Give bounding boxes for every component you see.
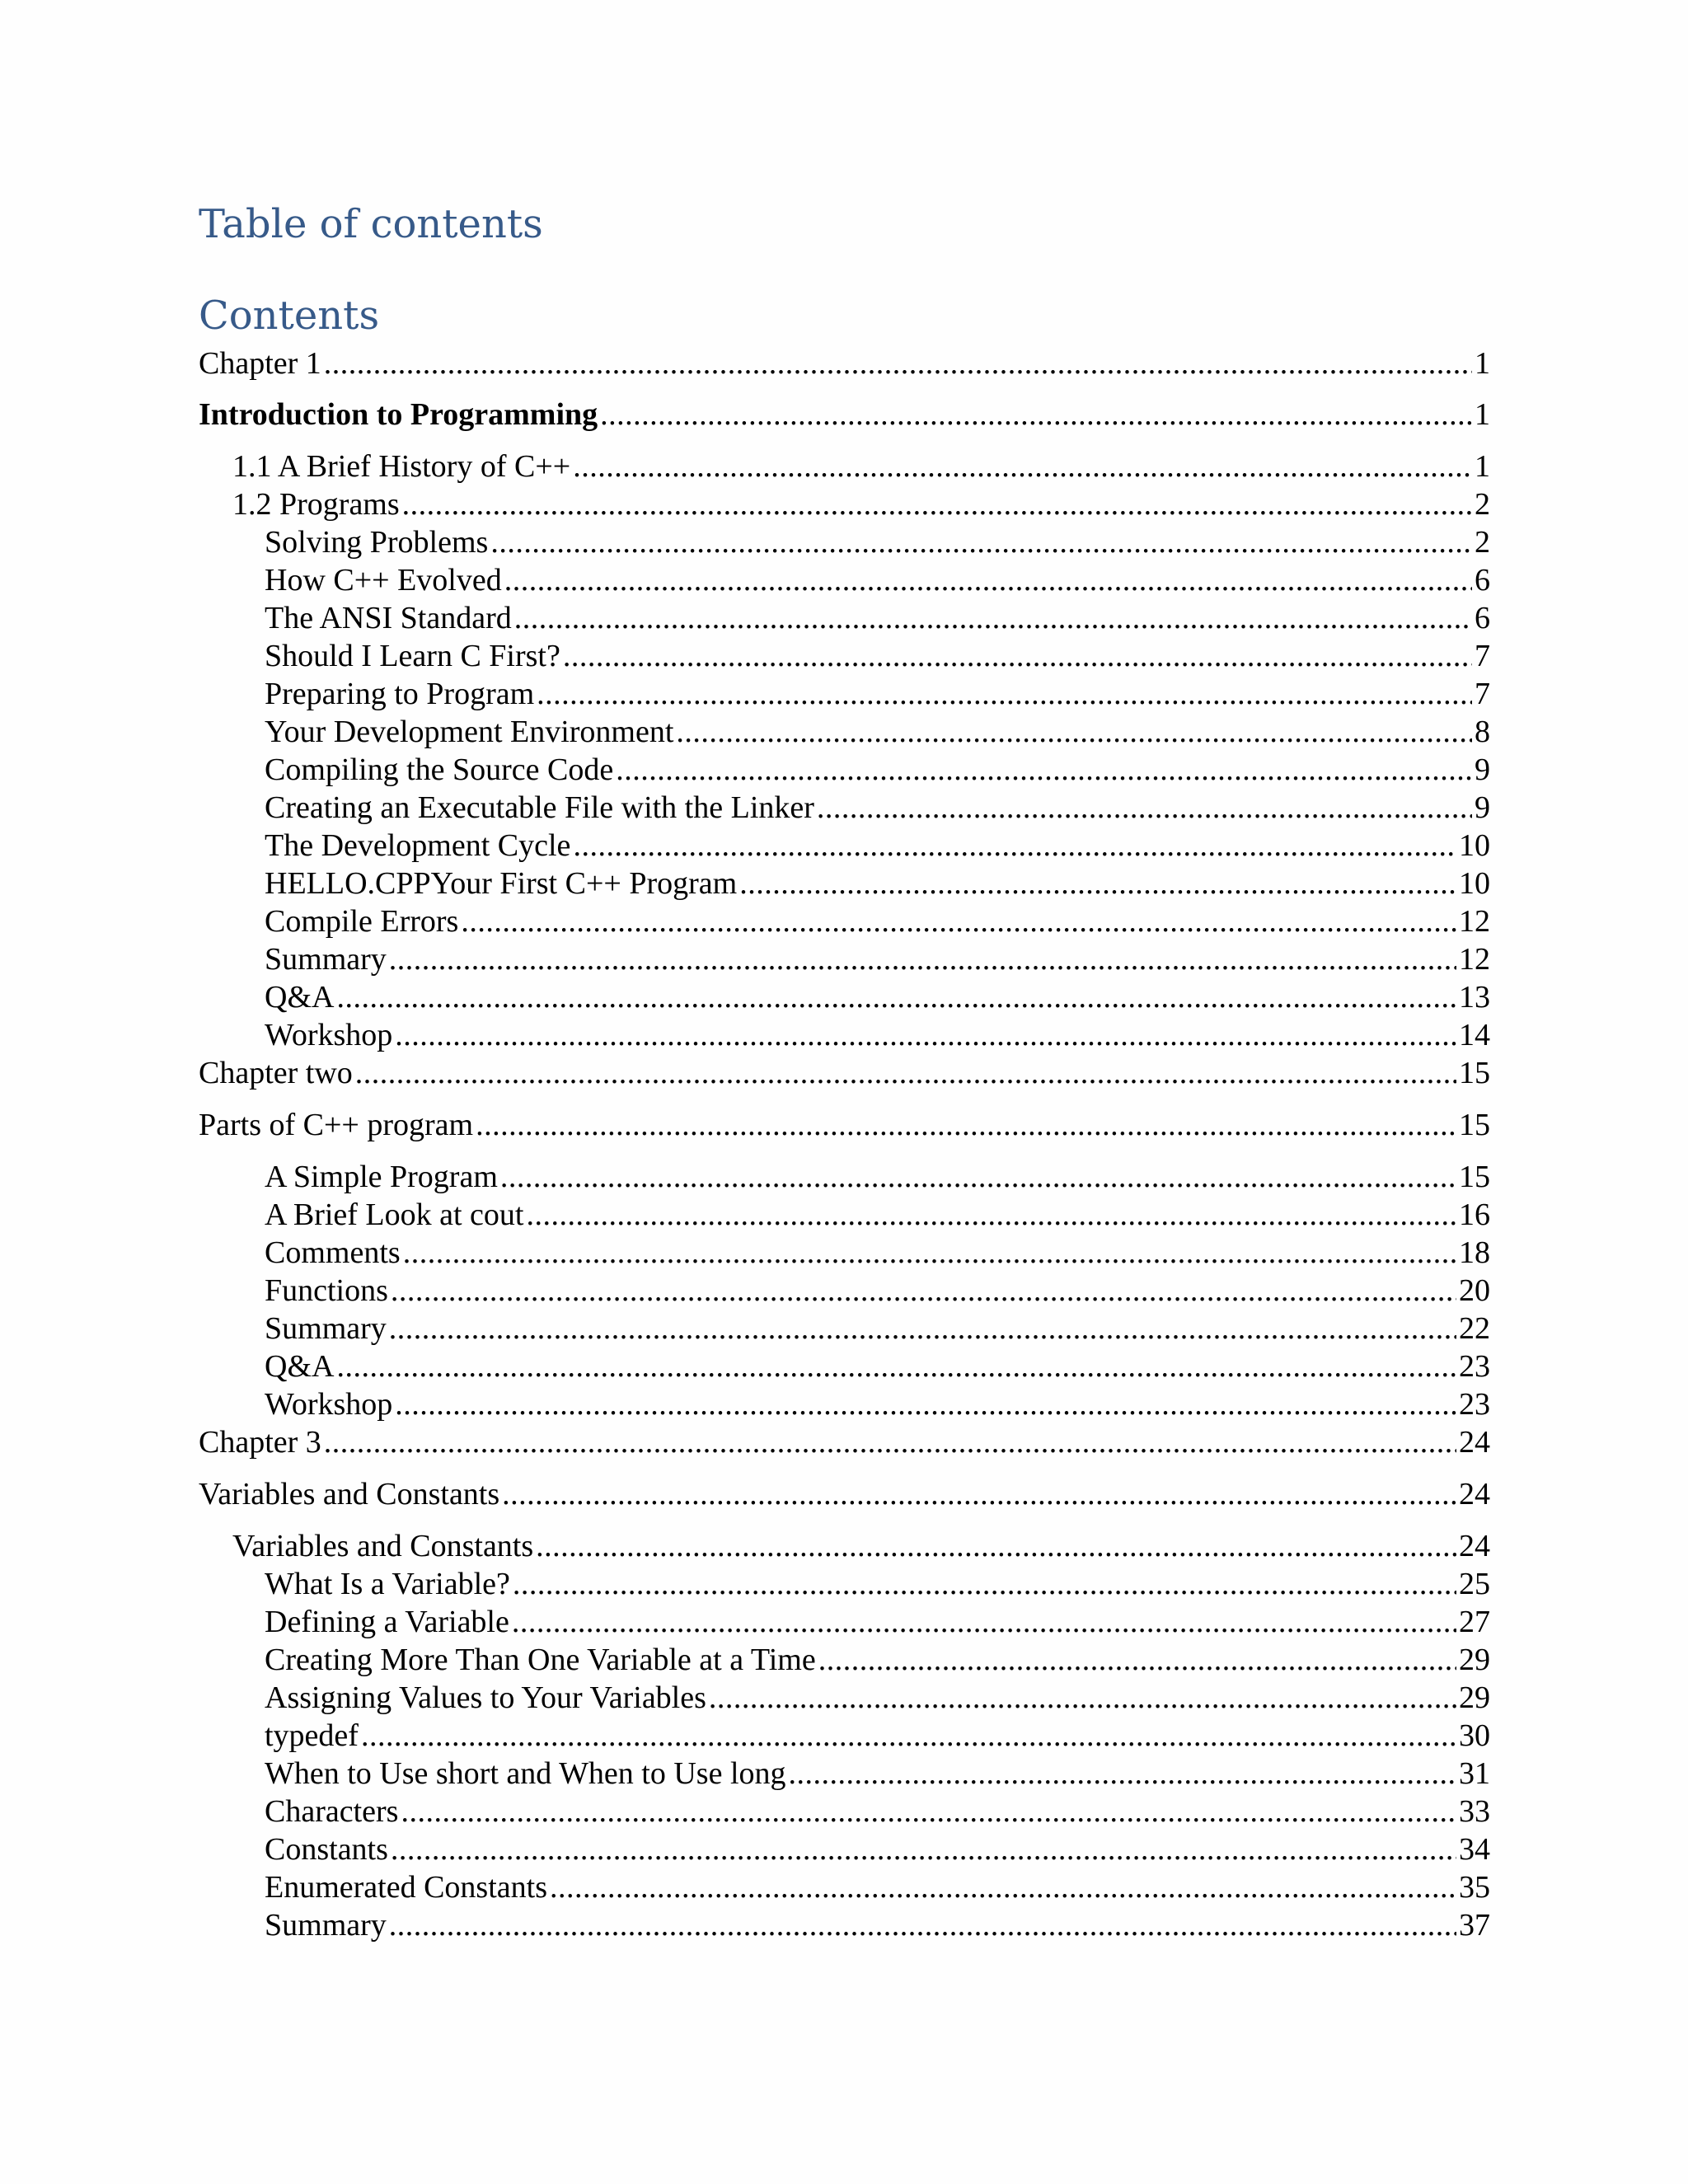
toc-entry-title: Solving Problems xyxy=(265,525,489,560)
toc-page-number: 23 xyxy=(1459,1387,1490,1422)
toc-page-number: 29 xyxy=(1459,1680,1490,1715)
dot-leader xyxy=(616,751,1472,789)
toc-page-number: 33 xyxy=(1459,1794,1490,1829)
toc-entry-title: Compiling the Source Code xyxy=(265,752,614,787)
toc-entry-title: Preparing to Program xyxy=(265,677,535,711)
toc-page-number: 37 xyxy=(1459,1908,1490,1943)
toc-entry-title: Should I Learn C First? xyxy=(265,639,560,673)
toc-entry[interactable] xyxy=(265,1679,1490,1717)
toc-entry-title: Workshop xyxy=(265,1387,393,1422)
toc-entry-title: Assigning Values to Your Variables xyxy=(265,1680,706,1715)
toc-entry-title: The Development Cycle xyxy=(265,828,571,863)
toc-entry-title: typedef xyxy=(265,1718,359,1753)
toc-page-number: 31 xyxy=(1459,1756,1490,1791)
toc-entry[interactable] xyxy=(199,1423,1490,1461)
toc-entry-title: Introduction to Programming xyxy=(199,397,598,432)
toc-entry[interactable] xyxy=(232,1527,1490,1565)
toc-page-number: 30 xyxy=(1459,1718,1490,1753)
dot-leader xyxy=(401,1793,1456,1830)
toc-entry-title: 1.2 Programs xyxy=(232,487,400,522)
dot-leader xyxy=(391,1272,1456,1310)
toc-entry-title: Chapter two xyxy=(199,1056,353,1090)
toc-page-number: 16 xyxy=(1459,1197,1490,1232)
toc-entry[interactable] xyxy=(265,940,1490,978)
toc-entry[interactable] xyxy=(265,1347,1490,1385)
toc-page-number: 8 xyxy=(1475,715,1490,749)
toc-entry[interactable] xyxy=(265,1310,1490,1347)
dot-leader xyxy=(526,1196,1456,1234)
dot-leader xyxy=(389,1906,1456,1944)
toc-page-number: 27 xyxy=(1459,1605,1490,1639)
dot-leader xyxy=(324,344,1472,382)
toc-entry[interactable] xyxy=(265,1385,1490,1423)
dot-leader xyxy=(550,1868,1456,1906)
toc-entry-title: Summary xyxy=(265,1908,387,1943)
toc-entry-title: Chapter 1 xyxy=(199,346,321,381)
toc-page-number: 24 xyxy=(1459,1477,1490,1511)
toc-entry[interactable] xyxy=(265,523,1490,561)
dot-leader xyxy=(389,940,1456,978)
dot-leader xyxy=(789,1755,1456,1793)
toc-entry-title: Enumerated Constants xyxy=(265,1870,547,1905)
toc-entry[interactable] xyxy=(265,1868,1490,1906)
toc-entry-title: Parts of C++ program xyxy=(199,1108,474,1142)
toc-page-number: 22 xyxy=(1459,1311,1490,1346)
toc-page-number: 25 xyxy=(1459,1567,1490,1601)
dot-leader xyxy=(739,865,1456,902)
dot-leader xyxy=(324,1423,1456,1461)
dot-leader xyxy=(461,902,1456,940)
toc-entry-title: Variables and Constants xyxy=(232,1529,534,1563)
toc-entry[interactable] xyxy=(232,485,1490,523)
toc-entry-title: Creating an Executable File with the Linker xyxy=(265,790,814,825)
dot-leader xyxy=(500,1158,1456,1196)
toc-entry-title: 1.1 A Brief History of C++ xyxy=(232,449,571,484)
toc-page-number: 29 xyxy=(1459,1643,1490,1677)
toc-page-number: 10 xyxy=(1459,866,1490,901)
dot-leader xyxy=(676,713,1472,751)
toc-entry[interactable] xyxy=(265,789,1490,827)
toc-entry[interactable] xyxy=(265,637,1490,675)
toc-page-number: 1 xyxy=(1475,449,1490,484)
contents-heading: Contents xyxy=(199,293,380,339)
toc-page-number: 35 xyxy=(1459,1870,1490,1905)
dot-leader xyxy=(512,1603,1456,1641)
toc-page-number: 6 xyxy=(1475,563,1490,598)
toc-page-number: 18 xyxy=(1459,1235,1490,1270)
dot-leader xyxy=(709,1679,1456,1717)
toc-entry[interactable] xyxy=(265,751,1490,789)
toc-entry-title: What Is a Variable? xyxy=(265,1567,510,1601)
toc-entry[interactable] xyxy=(265,1793,1490,1830)
toc-entry[interactable] xyxy=(265,827,1490,865)
dot-leader xyxy=(402,485,1472,523)
toc-entry[interactable] xyxy=(265,1641,1490,1679)
dot-leader xyxy=(818,1641,1456,1679)
toc-entry[interactable] xyxy=(265,902,1490,940)
toc-entry[interactable] xyxy=(199,1106,1490,1144)
toc-page-number: 12 xyxy=(1459,904,1490,939)
toc-entry-title: Your Development Environment xyxy=(265,715,674,749)
toc-page-number: 34 xyxy=(1459,1832,1490,1867)
toc-entry-title: HELLO.CPPYour First C++ Program xyxy=(265,866,738,901)
toc-entry-title: Defining a Variable xyxy=(265,1605,509,1639)
toc-page-number: 12 xyxy=(1459,942,1490,977)
toc-entry-title: Creating More Than One Variable at a Time xyxy=(265,1643,816,1677)
dot-leader xyxy=(391,1830,1456,1868)
toc-page-number: 2 xyxy=(1475,487,1490,522)
toc-entry-title: Q&A xyxy=(265,980,335,1015)
toc-entry[interactable] xyxy=(199,1475,1490,1513)
toc-entry[interactable] xyxy=(199,1054,1490,1092)
toc-entry-title: Comments xyxy=(265,1235,401,1270)
toc-entry-title: Characters xyxy=(265,1794,399,1829)
toc-page-number: 13 xyxy=(1459,980,1490,1015)
toc-page-number: 2 xyxy=(1475,525,1490,560)
toc-page-number: 15 xyxy=(1459,1056,1490,1090)
dot-leader xyxy=(502,1475,1456,1513)
toc-page-number: 23 xyxy=(1459,1349,1490,1384)
toc-entry[interactable] xyxy=(265,599,1490,637)
toc-entry[interactable] xyxy=(265,561,1490,599)
dot-leader xyxy=(476,1106,1456,1144)
toc-page-number: 15 xyxy=(1459,1108,1490,1142)
dot-leader xyxy=(403,1234,1456,1272)
toc-page-number: 7 xyxy=(1475,639,1490,673)
dot-leader xyxy=(573,827,1456,865)
dot-leader xyxy=(395,1385,1456,1423)
toc-entry-title: Functions xyxy=(265,1273,388,1308)
toc-page-number: 14 xyxy=(1459,1018,1490,1052)
dot-leader xyxy=(490,523,1472,561)
toc-entry[interactable] xyxy=(232,448,1490,485)
toc-entry-title: Workshop xyxy=(265,1018,393,1052)
toc-entry[interactable] xyxy=(265,713,1490,751)
toc-page-number: 10 xyxy=(1459,828,1490,863)
toc-page-number: 7 xyxy=(1475,677,1490,711)
toc-entry[interactable] xyxy=(265,1196,1490,1234)
dot-leader xyxy=(563,637,1472,675)
dot-leader xyxy=(504,561,1472,599)
toc-entry[interactable] xyxy=(265,675,1490,713)
toc-entry[interactable] xyxy=(265,1755,1490,1793)
dot-leader xyxy=(536,1527,1456,1565)
toc-entry[interactable] xyxy=(199,396,1490,434)
toc-entry[interactable] xyxy=(199,344,1490,382)
dot-leader xyxy=(513,1565,1456,1603)
toc-page-number: 24 xyxy=(1459,1425,1490,1460)
toc-page-number: 20 xyxy=(1459,1273,1490,1308)
toc-page-number: 9 xyxy=(1475,752,1490,787)
dot-leader xyxy=(600,396,1472,434)
page-title: Table of contents xyxy=(199,201,543,247)
toc-entry-title: A Brief Look at cout xyxy=(265,1197,524,1232)
toc-entry-title: Compile Errors xyxy=(265,904,459,939)
toc-page-number: 9 xyxy=(1475,790,1490,825)
dot-leader xyxy=(514,599,1472,637)
dot-leader xyxy=(537,675,1472,713)
dot-leader xyxy=(395,1016,1456,1054)
toc-page-number: 24 xyxy=(1459,1529,1490,1563)
dot-leader xyxy=(361,1717,1456,1755)
toc-entry[interactable] xyxy=(265,1272,1490,1310)
toc-entry-title: When to Use short and When to Use long xyxy=(265,1756,786,1791)
toc-entry[interactable] xyxy=(265,1717,1490,1755)
toc-entry[interactable] xyxy=(265,1016,1490,1054)
toc-entry-title: Constants xyxy=(265,1832,388,1867)
dot-leader xyxy=(336,1347,1456,1385)
toc-entry[interactable] xyxy=(265,1565,1490,1603)
toc-entry-title: Q&A xyxy=(265,1349,335,1384)
toc-entry-title: Summary xyxy=(265,942,387,977)
toc-entry-title: A Simple Program xyxy=(265,1160,498,1194)
toc-page-number: 1 xyxy=(1475,397,1490,432)
toc-entry[interactable] xyxy=(265,978,1490,1016)
toc-entry-title: How C++ Evolved xyxy=(265,563,502,598)
toc-entry[interactable] xyxy=(265,1906,1490,1944)
toc-page-number: 6 xyxy=(1475,601,1490,635)
toc-entry-title: Summary xyxy=(265,1311,387,1346)
dot-leader xyxy=(817,789,1472,827)
toc-entry-title: Variables and Constants xyxy=(199,1477,500,1511)
toc-entry[interactable] xyxy=(265,865,1490,902)
toc-entry[interactable] xyxy=(265,1158,1490,1196)
toc-page-number: 1 xyxy=(1475,346,1490,381)
toc-page-number: 15 xyxy=(1459,1160,1490,1194)
toc-entry[interactable] xyxy=(265,1830,1490,1868)
toc-entry-title: Chapter 3 xyxy=(199,1425,321,1460)
dot-leader xyxy=(389,1310,1456,1347)
dot-leader xyxy=(336,978,1456,1016)
toc-entry-title: The ANSI Standard xyxy=(265,601,512,635)
dot-leader xyxy=(573,448,1472,485)
dot-leader xyxy=(355,1054,1456,1092)
toc-entry[interactable] xyxy=(265,1603,1490,1641)
toc-entry[interactable] xyxy=(265,1234,1490,1272)
